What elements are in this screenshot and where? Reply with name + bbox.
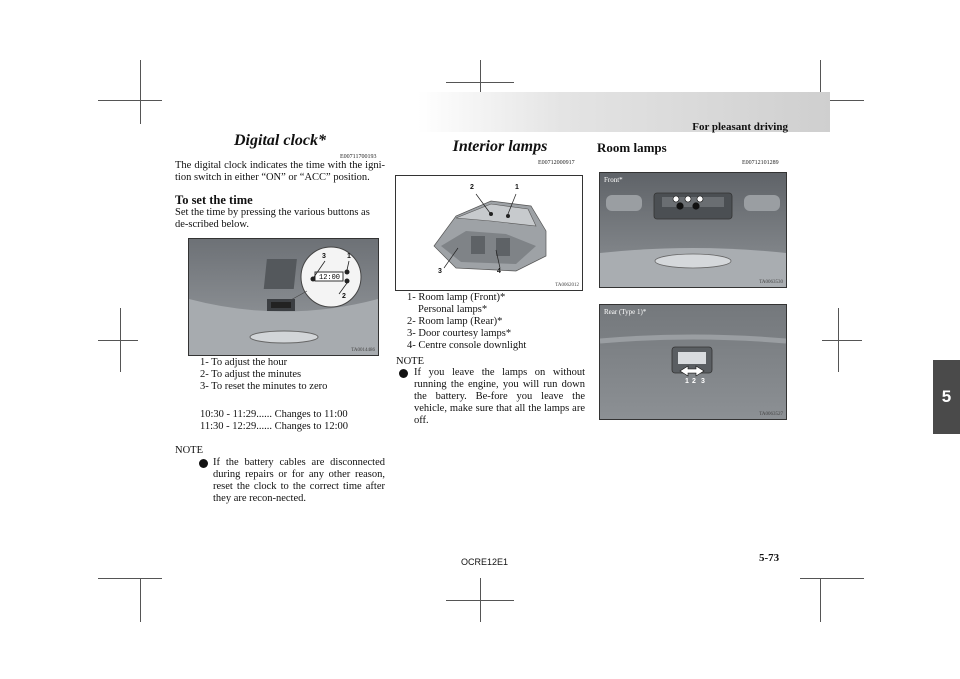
callout-label: 3: [322, 253, 326, 260]
examples-list: [200, 409, 385, 433]
note-label: NOTE: [396, 356, 424, 367]
bullet-icon: [199, 459, 208, 468]
clock-button-list: [200, 357, 385, 393]
bullet-icon: [399, 369, 408, 378]
callout-label: 3: [438, 268, 442, 275]
chapter-number: 5: [941, 387, 952, 406]
figure-code: TA0062012: [555, 283, 579, 288]
list-item: 3- To reset the minutes to zero: [200, 381, 328, 392]
callout-label: 2: [692, 378, 696, 385]
list-item: 2- To adjust the minutes: [200, 369, 302, 380]
front-room-lamp-illustration: [600, 173, 786, 287]
figure-digital-clock: [188, 238, 379, 356]
note-text: If you leave the lamps on without running the engine, you will run down the battery. Be-fore you leave the vehicle, make sure that all the lamps are off.: [414, 367, 585, 426]
callout-label: 1: [515, 184, 519, 191]
figure-code: TA0063530: [759, 280, 783, 285]
subtext: Set the time by pressing the various buttons as de-scribed below.: [175, 207, 370, 230]
doc-code: OCRE12E1: [461, 557, 509, 567]
callout-label: 4: [497, 268, 501, 275]
list-item: 1- To adjust the hour: [200, 357, 288, 368]
list-item: 3- Door courtesy lamps*: [407, 328, 512, 339]
section-code: E00711700193: [340, 154, 377, 160]
callout-label: 2: [342, 293, 346, 300]
figure-rear-room-lamp: [599, 304, 787, 420]
note-label: NOTE: [175, 445, 203, 456]
section-code: E00712101289: [742, 160, 779, 166]
callout-label: 1: [685, 378, 689, 385]
example-line: 10:30 - 11:29...... Changes to 11:00: [200, 409, 348, 420]
note-text: If the battery cables are disconnected during repairs or for any other reason, reset the clock to the correct time after they are recon-nected.: [213, 457, 385, 504]
page-number: 5-73: [759, 552, 780, 564]
section-heading-interior-lamps: Interior lamps: [452, 138, 548, 155]
list-item: Personal lamps*: [418, 304, 488, 315]
lamp-list: [407, 292, 587, 352]
car-interior-illustration: [396, 176, 582, 290]
page-header-title: For pleasant driving: [692, 121, 788, 133]
section-code: E00712000917: [538, 160, 575, 166]
svg-text:12:00: 12:00: [319, 274, 341, 282]
figure-code: TA0014486: [351, 348, 375, 353]
intro-paragraph: The digital clock indicates the time with the igni-tion switch in either “ON” or “ACC” position.: [175, 160, 385, 183]
callout-label: 1: [347, 253, 351, 260]
list-item: 2- Room lamp (Rear)*: [407, 316, 503, 327]
callout-label: 3: [701, 378, 705, 385]
rear-room-lamp-illustration: [600, 305, 786, 419]
section-heading-digital-clock: Digital clock*: [234, 132, 326, 149]
chapter-tab: [933, 360, 960, 434]
list-item: 1- Room lamp (Front)*: [407, 292, 506, 303]
example-line: 11:30 - 12:29...... Changes to 12:00: [200, 421, 349, 432]
figure-front-room-lamp: [599, 172, 787, 288]
figure-label: Front*: [604, 176, 623, 184]
section-heading-room-lamps: Room lamps: [597, 140, 667, 155]
callout-label: 2: [470, 184, 474, 191]
figure-code: TA0063527: [759, 412, 783, 417]
figure-label: Rear (Type 1)*: [604, 308, 647, 316]
list-item: 4- Centre console downlight: [407, 340, 527, 351]
subheading-set-time: To set the time: [175, 193, 253, 207]
figure-interior-lamps: [395, 175, 583, 291]
